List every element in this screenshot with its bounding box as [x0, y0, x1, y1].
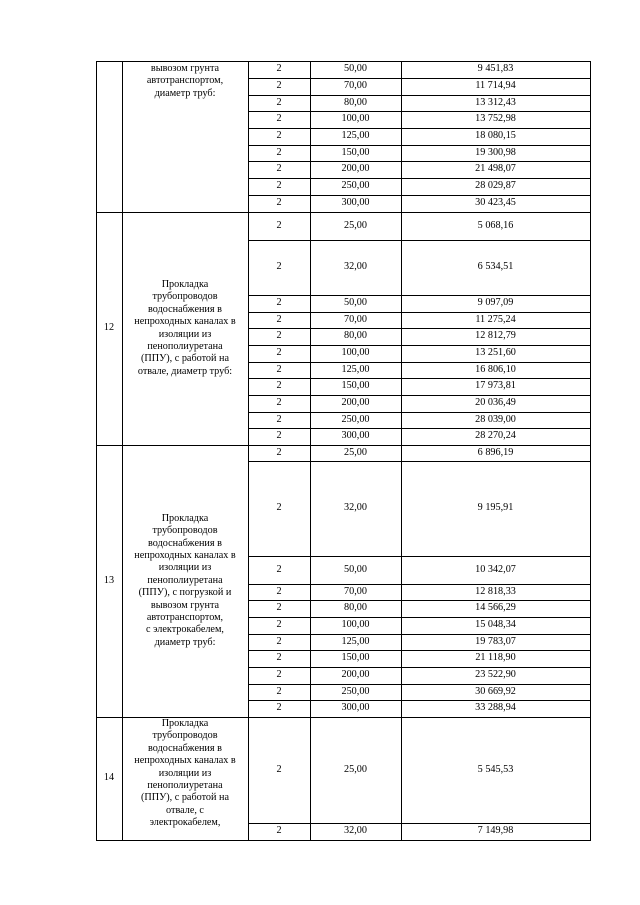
price-cell: 15 048,34 [475, 619, 516, 631]
quantity-cell: 2 [276, 585, 282, 597]
diameter-cell: 250,00 [341, 413, 370, 425]
diameter-cell: 125,00 [341, 635, 370, 647]
quantity-cell: 2 [276, 297, 282, 309]
price-cell: 20 036,49 [475, 397, 516, 409]
diameter-cell: 300,00 [341, 197, 370, 209]
quantity-cell: 2 [276, 113, 282, 125]
diameter-cell: 250,00 [341, 180, 370, 192]
diameter-cell: 32,00 [344, 261, 367, 273]
diameter-cell: 100,00 [341, 113, 370, 125]
price-cell: 12 812,79 [475, 330, 516, 342]
diameter-cell: 150,00 [341, 380, 370, 392]
quantity-cell: 2 [276, 163, 282, 175]
quantity-cell: 2 [276, 563, 282, 575]
column-divider [401, 61, 402, 841]
diameter-cell: 80,00 [344, 602, 367, 614]
column-divider [122, 61, 123, 841]
work-description-cell: Прокладка трубопроводов водоснабжения в непроходных каналах в изоляции из пенополиуретана (ППУ), с погрузкой и вывозом грунта автотранспортом, с электрокабелем, диаметр труб: [134, 512, 236, 648]
price-cell: 28 029,87 [475, 180, 516, 192]
price-cell: 23 522,90 [475, 669, 516, 681]
price-cell: 13 312,43 [475, 96, 516, 108]
column-divider [590, 61, 591, 841]
quantity-cell: 2 [276, 669, 282, 681]
quantity-cell: 2 [276, 330, 282, 342]
quantity-cell: 2 [276, 502, 282, 514]
price-cell: 30 423,45 [475, 197, 516, 209]
group-divider [96, 212, 591, 213]
price-cell: 6 534,51 [477, 261, 514, 273]
price-cell: 19 300,98 [475, 146, 516, 158]
item-number-cell: 12 [103, 322, 115, 334]
quantity-cell: 2 [276, 446, 282, 458]
column-divider [310, 61, 311, 841]
diameter-cell: 25,00 [344, 219, 367, 231]
price-cell: 17 973,81 [475, 380, 516, 392]
price-cell: 7 149,98 [477, 825, 514, 837]
work-description-cell: вывозом грунта автотранспортом, диаметр труб: [146, 63, 224, 99]
quantity-cell: 2 [276, 261, 282, 273]
price-cell: 13 251,60 [475, 347, 516, 359]
price-cell: 6 896,19 [477, 446, 514, 458]
column-divider [96, 61, 97, 841]
price-cell: 21 498,07 [475, 163, 516, 175]
work-description-cell: Прокладка трубопроводов водоснабжения в непроходных каналах в изоляции из пенополиуретана (ППУ), с работой на отвале, диаметр труб: [134, 278, 236, 377]
price-cell: 13 752,98 [475, 113, 516, 125]
quantity-cell: 2 [276, 146, 282, 158]
table-bottom-border [96, 840, 591, 841]
quantity-cell: 2 [276, 130, 282, 142]
quantity-cell: 2 [276, 702, 282, 714]
diameter-cell: 80,00 [344, 96, 367, 108]
price-cell: 21 118,90 [475, 652, 516, 664]
price-cell: 28 270,24 [475, 430, 516, 442]
quantity-cell: 2 [276, 347, 282, 359]
column-divider [248, 61, 249, 841]
quantity-cell: 2 [276, 313, 282, 325]
quantity-cell: 2 [276, 413, 282, 425]
quantity-cell: 2 [276, 652, 282, 664]
price-cell: 12 818,33 [475, 585, 516, 597]
quantity-cell: 2 [276, 619, 282, 631]
diameter-cell: 25,00 [344, 446, 367, 458]
diameter-cell: 200,00 [341, 397, 370, 409]
quantity-cell: 2 [276, 430, 282, 442]
quantity-cell: 2 [276, 825, 282, 837]
price-cell: 5 545,53 [477, 763, 514, 775]
price-cell: 9 195,91 [477, 502, 514, 514]
quantity-cell: 2 [276, 363, 282, 375]
price-cell: 28 039,00 [475, 413, 516, 425]
item-number-cell: 13 [103, 574, 115, 586]
diameter-cell: 70,00 [344, 313, 367, 325]
price-cell: 18 080,15 [475, 130, 516, 142]
quantity-cell: 2 [276, 685, 282, 697]
price-cell: 30 669,92 [475, 685, 516, 697]
quantity-cell: 2 [276, 80, 282, 92]
group-divider [96, 445, 591, 446]
diameter-cell: 150,00 [341, 146, 370, 158]
diameter-cell: 50,00 [344, 63, 367, 75]
quantity-cell: 2 [276, 602, 282, 614]
quantity-cell: 2 [276, 219, 282, 231]
item-number-cell [96, 61, 122, 212]
work-description-cell: Прокладка трубопроводов водоснабжения в непроходных каналах в изоляции из пенополиуретана (ППУ), с работой на отвале, с электрокабелем, [134, 718, 236, 829]
price-cell: 16 806,10 [475, 363, 516, 375]
diameter-cell: 70,00 [344, 585, 367, 597]
diameter-cell: 200,00 [341, 163, 370, 175]
diameter-cell: 200,00 [341, 669, 370, 681]
price-cell: 5 068,16 [477, 219, 514, 231]
price-cell: 14 566,29 [475, 602, 516, 614]
price-cell: 11 714,94 [475, 80, 516, 92]
group-divider [96, 717, 591, 718]
diameter-cell: 100,00 [341, 347, 370, 359]
item-number-cell: 14 [103, 772, 115, 784]
diameter-cell: 300,00 [341, 430, 370, 442]
diameter-cell: 25,00 [344, 763, 367, 775]
quantity-cell: 2 [276, 397, 282, 409]
quantity-cell: 2 [276, 180, 282, 192]
diameter-cell: 100,00 [341, 619, 370, 631]
price-cell: 10 342,07 [475, 563, 516, 575]
diameter-cell: 125,00 [341, 130, 370, 142]
quantity-cell: 2 [276, 635, 282, 647]
diameter-cell: 70,00 [344, 80, 367, 92]
diameter-cell: 80,00 [344, 330, 367, 342]
diameter-cell: 125,00 [341, 363, 370, 375]
diameter-cell: 32,00 [344, 502, 367, 514]
quantity-cell: 2 [276, 763, 282, 775]
diameter-cell: 32,00 [344, 825, 367, 837]
quantity-cell: 2 [276, 96, 282, 108]
quantity-cell: 2 [276, 63, 282, 75]
diameter-cell: 50,00 [344, 297, 367, 309]
diameter-cell: 250,00 [341, 685, 370, 697]
diameter-cell: 50,00 [344, 563, 367, 575]
price-cell: 11 275,24 [475, 313, 516, 325]
quantity-cell: 2 [276, 197, 282, 209]
price-cell: 19 783,07 [475, 635, 516, 647]
group-divider [96, 61, 591, 62]
price-cell: 33 288,94 [475, 702, 516, 714]
quantity-cell: 2 [276, 380, 282, 392]
price-cell: 9 451,83 [477, 63, 514, 75]
price-cell: 9 097,09 [477, 297, 514, 309]
diameter-cell: 150,00 [341, 652, 370, 664]
diameter-cell: 300,00 [341, 702, 370, 714]
